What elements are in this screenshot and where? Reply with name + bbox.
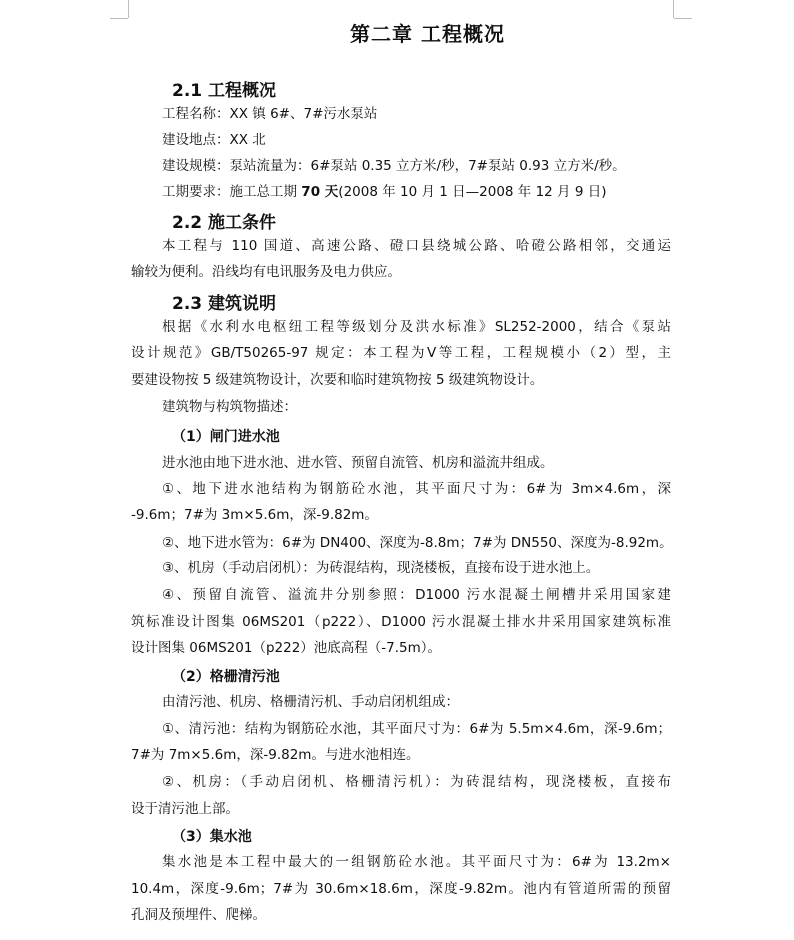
screen-cleaning-pool-line: 由清污池、机房、格栅清污机、手动启闭机组成： — [162, 694, 459, 710]
conditions-paragraph-line: 输较为便利。沿线均有电讯服务及电力供应。 — [131, 264, 401, 280]
building-description-line: 要建设物按 5 级建筑物设计，次要和临时建筑物按 5 级建筑物设计。 — [131, 372, 544, 388]
building-description-line: 根据《水利水电枢纽工程等级划分及洪水标准》SL252-2000，结合《泵站 — [162, 319, 671, 335]
construction-period-line — [162, 184, 607, 200]
collection-pool-line: 孔洞及预埋件、爬梯。 — [131, 907, 266, 923]
subsection-heading-gate-inlet-pool: （1）闸门进水池 — [172, 429, 280, 445]
gate-inlet-pool-line: ③、机房（手动启闭机）：为砖混结构，现浇楼板，直接布设于进水池上。 — [162, 560, 600, 576]
project-location-line: 建设地点：XX 北 — [162, 132, 266, 148]
screen-cleaning-pool-line: 设于清污池上部。 — [131, 801, 239, 817]
gate-inlet-pool-line: ①、地下进水池结构为钢筋砼水池，其平面尺寸为：6#为 3m×4.6m，深 — [162, 481, 671, 497]
building-description-line: 建筑物与构筑物描述： — [162, 399, 297, 415]
construction-period-prefix: 工期要求：施工总工期 — [162, 184, 302, 200]
gate-inlet-pool-line: -9.6m；7#为 3m×5.6m，深-9.82m。 — [131, 507, 378, 523]
section-heading-building-description: 2.3 建筑说明 — [172, 294, 277, 314]
construction-duration: 70 天 — [301, 184, 339, 200]
top-left-crop-mark — [110, 18, 128, 19]
top-left-crop-mark — [128, 0, 129, 18]
chapter-title: 第二章 工程概况 — [350, 22, 505, 46]
gate-inlet-pool-line: 设计图集 06MS201（p222）池底高程（-7.5m）。 — [131, 640, 442, 656]
conditions-paragraph-line: 本工程与 110 国道、高速公路、磴口县绕城公路、哈磴公路相邻，交通运 — [162, 238, 671, 254]
section-heading-overview: 2.1 工程概况 — [172, 81, 277, 101]
screen-cleaning-pool-line: ②、机房：（手动启闭机、格栅清污机）：为砖混结构，现浇楼板，直接布 — [162, 774, 671, 790]
project-scale-line: 建设规模：泵站流量为：6#泵站 0.35 立方米/秒，7#泵站 0.93 立方米/秒。 — [162, 158, 626, 174]
collection-pool-line: 集水池是本工程中最大的一组钢筋砼水池。其平面尺寸为：6#为 13.2m× — [162, 854, 671, 870]
gate-inlet-pool-line: 进水池由地下进水池、进水管、预留自流管、机房和溢流井组成。 — [162, 455, 554, 471]
subsection-heading-collection-pool: （3）集水池 — [172, 829, 252, 845]
construction-date-range: (2008 年 10 月 1 日—2008 年 12 月 9 日) — [338, 184, 607, 200]
top-right-crop-mark — [673, 0, 674, 18]
gate-inlet-pool-line: 筑标准设计图集 06MS201（p222）、D1000 污水混凝土排水井采用国家建筑标准 — [131, 614, 671, 630]
gate-inlet-pool-line: ④、预留自流管、溢流井分别参照：D1000 污水混凝土闸槽井采用国家建 — [162, 587, 671, 603]
screen-cleaning-pool-line: ①、清污池：结构为钢筋砼水池，其平面尺寸为：6#为 5.5m×4.6m，深-9.6m； — [162, 721, 671, 737]
project-name-line: 工程名称：XX 镇 6#、7#污水泵站 — [162, 106, 378, 122]
gate-inlet-pool-line: ②、地下进水管为：6#为 DN400、深度为-8.8m；7#为 DN550、深度为-8.92m。 — [162, 535, 673, 551]
collection-pool-line: 10.4m，深度-9.6m；7#为 30.6m×18.6m，深度-9.82m。池内有管道所需的预留 — [131, 881, 671, 897]
subsection-heading-screen-cleaning-pool: （2）格栅清污池 — [172, 669, 280, 685]
section-heading-conditions: 2.2 施工条件 — [172, 213, 277, 233]
screen-cleaning-pool-line: 7#为 7m×5.6m，深-9.82m。与进水池相连。 — [131, 747, 420, 763]
building-description-line: 设计规范》GB/T50265-97 规定：本工程为Ⅴ等工程，工程规模小（2）型，主 — [131, 345, 671, 361]
